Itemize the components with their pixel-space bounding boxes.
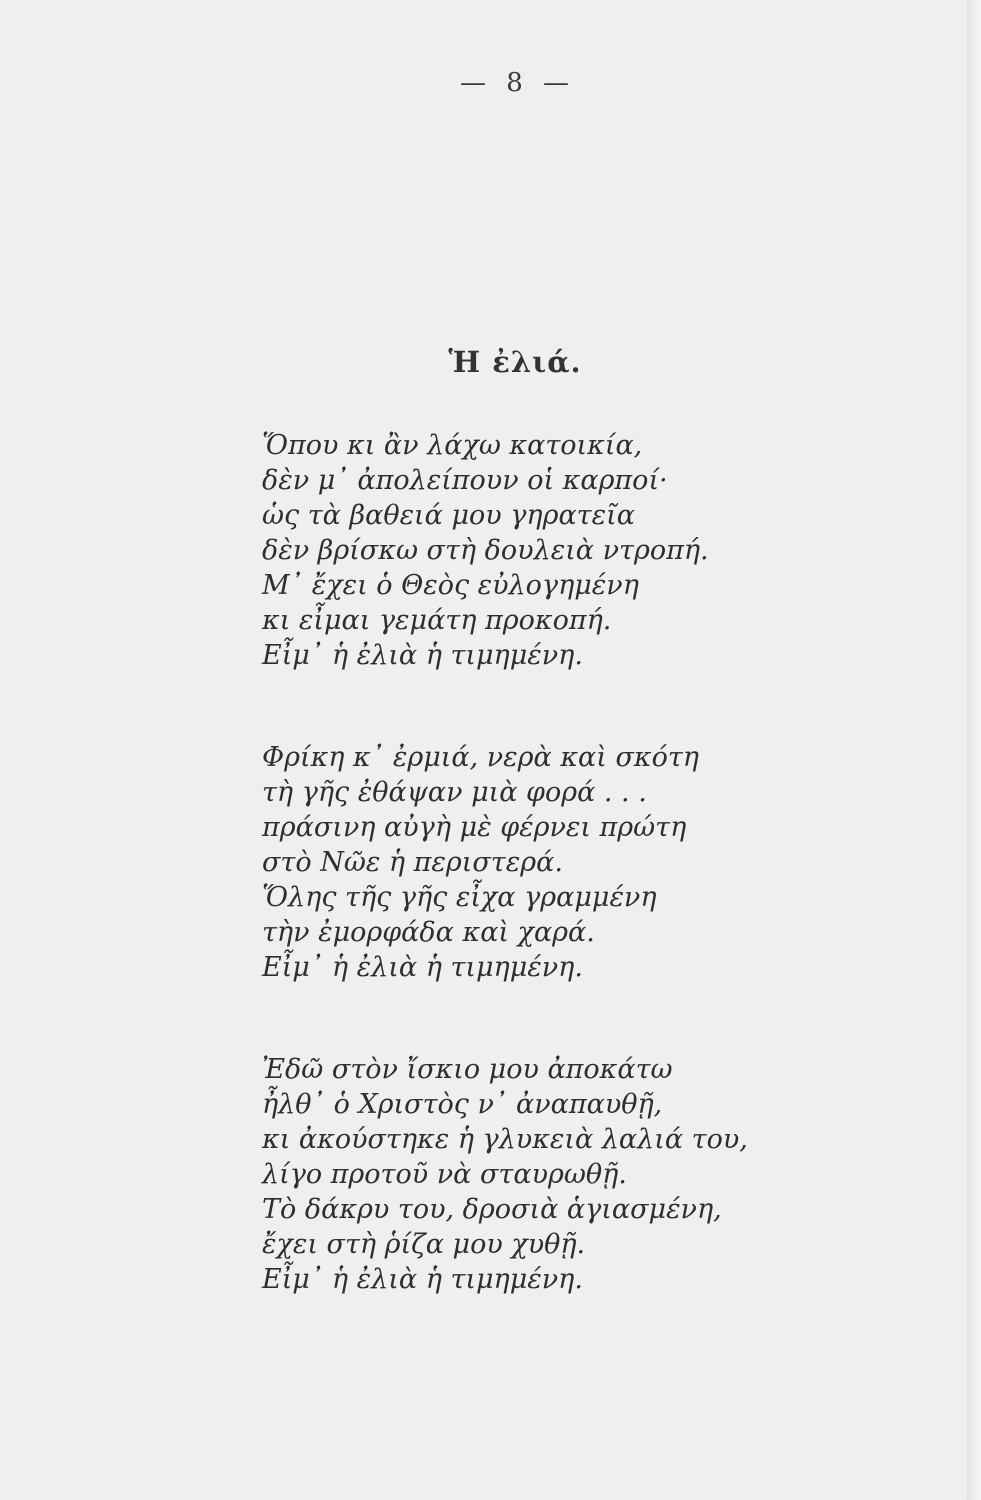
refrain-line: Εἶμ᾽ ἡ ἐλιὰ ἡ τιμημένη. [262, 640, 583, 671]
poem-title: Ἡ ἐλιά. [448, 345, 582, 379]
verse-line: δὲν μ᾽ ἀπολείπουν οἱ καρποί· [262, 465, 668, 496]
verse-line: κι εἶμαι γεμάτη προκοπή. [262, 605, 612, 636]
verse-line: δὲν βρίσκω στὴ δουλειὰ ντροπή. [262, 535, 709, 566]
verse-line: Φρίκη κ᾽ ἐρμιά, νερὰ καὶ σκότη [262, 742, 699, 773]
verse-line: ὡς τὰ βαθειά μου γηρατεῖα [262, 500, 635, 531]
page-number: — 8 — [459, 68, 576, 98]
verse-line: Ὅπου κι ἂν λάχω κατοικία, [262, 430, 643, 461]
stanza-2 [262, 740, 952, 985]
verse-line: Μ᾽ ἔχει ὁ Θεὸς εὐλογημένη [262, 570, 639, 601]
stanza-1 [262, 428, 952, 673]
verse-line: ἔχει στὴ ῥίζα μου χυθῇ. [262, 1229, 586, 1260]
refrain-line: Εἶμ᾽ ἡ ἐλιὰ ἡ τιμημένη. [262, 1264, 583, 1295]
verse-line: στὸ Νῶε ἡ περιστερά. [262, 847, 563, 878]
stanza-3 [262, 1052, 952, 1297]
verse-line: Ὅλης τῆς γῆς εἶχα γραμμένη [262, 882, 657, 913]
refrain-line: Εἶμ᾽ ἡ ἐλιὰ ἡ τιμημένη. [262, 952, 583, 983]
verse-line: τὴ γῆς ἐθάψαν μιὰ φορά . . . [262, 777, 647, 808]
verse-line: Ἐδῶ στὸν ἴσκιο μου ἀποκάτω [262, 1054, 673, 1085]
verse-line: πράσινη αὐγὴ μὲ φέρνει πρώτη [262, 812, 687, 843]
verse-line: ἦλθ᾽ ὁ Χριστὸς ν᾽ ἀναπαυθῇ, [262, 1089, 663, 1120]
verse-line: κι ἀκούστηκε ἡ γλυκειὰ λαλιά του, [262, 1124, 748, 1155]
verse-line: λίγο προτοῦ νὰ σταυρωθῇ. [262, 1159, 627, 1190]
verse-line: Τὸ δάκρυ του, δροσιὰ ἁγιασμένη, [262, 1194, 722, 1225]
page-edge [967, 0, 981, 1500]
verse-line: τὴν ἐμορφάδα καὶ χαρά. [262, 917, 595, 948]
